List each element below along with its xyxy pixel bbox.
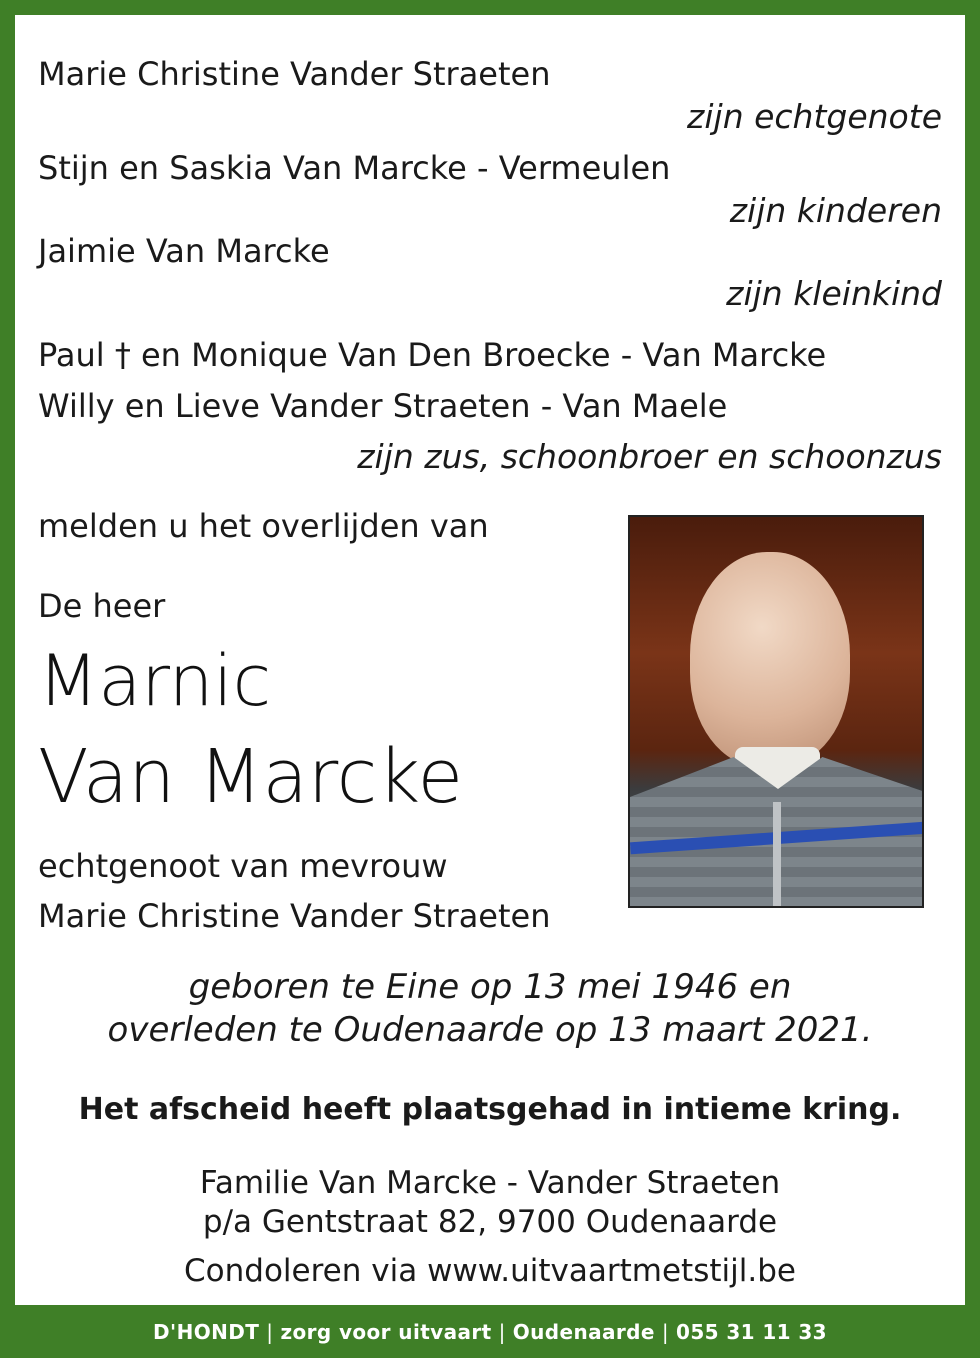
family-name-2: Stijn en Saskia Van Marcke - Vermeulen [38,149,671,187]
portrait-head-shape [690,552,850,767]
family-name-3: Jaimie Van Marcke [38,232,330,270]
deceased-portrait [628,515,924,908]
farewell-text: Het afscheid heeft plaatsgehad in intieme kring. [78,1092,902,1127]
footer-tagline: zorg voor uitvaart [280,1319,492,1344]
sibling-line-1: Paul † en Monique Van Den Broecke - Van Marcke [38,336,827,374]
footer-phone: 055 31 11 33 [676,1319,827,1344]
siblings-relation: zijn zus, schoonbroer en schoonzus [357,437,942,476]
address-line: p/a Gentstraat 82, 9700 Oudenaarde [202,1204,778,1240]
sibling-line-2: Willy en Lieve Vander Straeten - Van Maele [38,387,728,425]
family-name-1: Marie Christine Vander Straeten [38,55,551,93]
footer-city: Oudenaarde [512,1319,655,1344]
address-family: Familie Van Marcke - Vander Straeten [199,1165,781,1201]
spouse-line-2: Marie Christine Vander Straeten [38,897,551,935]
portrait-zipper-shape [773,802,781,908]
footer-bar: D'HONDT | zorg voor uitvaart | Oudenaarde | 055 31 11 33 [0,1305,980,1358]
announcement-text: melden u het overlijden van [38,507,489,545]
death-line: overleden te Oudenaarde op 13 maart 2021. [107,1010,873,1050]
spouse-line-1: echtgenoot van mevrouw [38,847,448,885]
deceased-last-name: Van Marcke [38,734,464,820]
birth-line: geboren te Eine op 13 mei 1946 en [188,967,792,1007]
condolence-text: Condoleren via www.uitvaartmetstijl.be [184,1253,796,1289]
deceased-first-name: Marnic [38,640,272,722]
footer-brand: D'HONDT [153,1319,260,1344]
salutation: De heer [38,587,166,625]
family-relation-3: zijn kleinkind [726,274,942,313]
family-relation-1: zijn echtgenote [687,97,942,136]
family-relation-2: zijn kinderen [729,191,942,230]
